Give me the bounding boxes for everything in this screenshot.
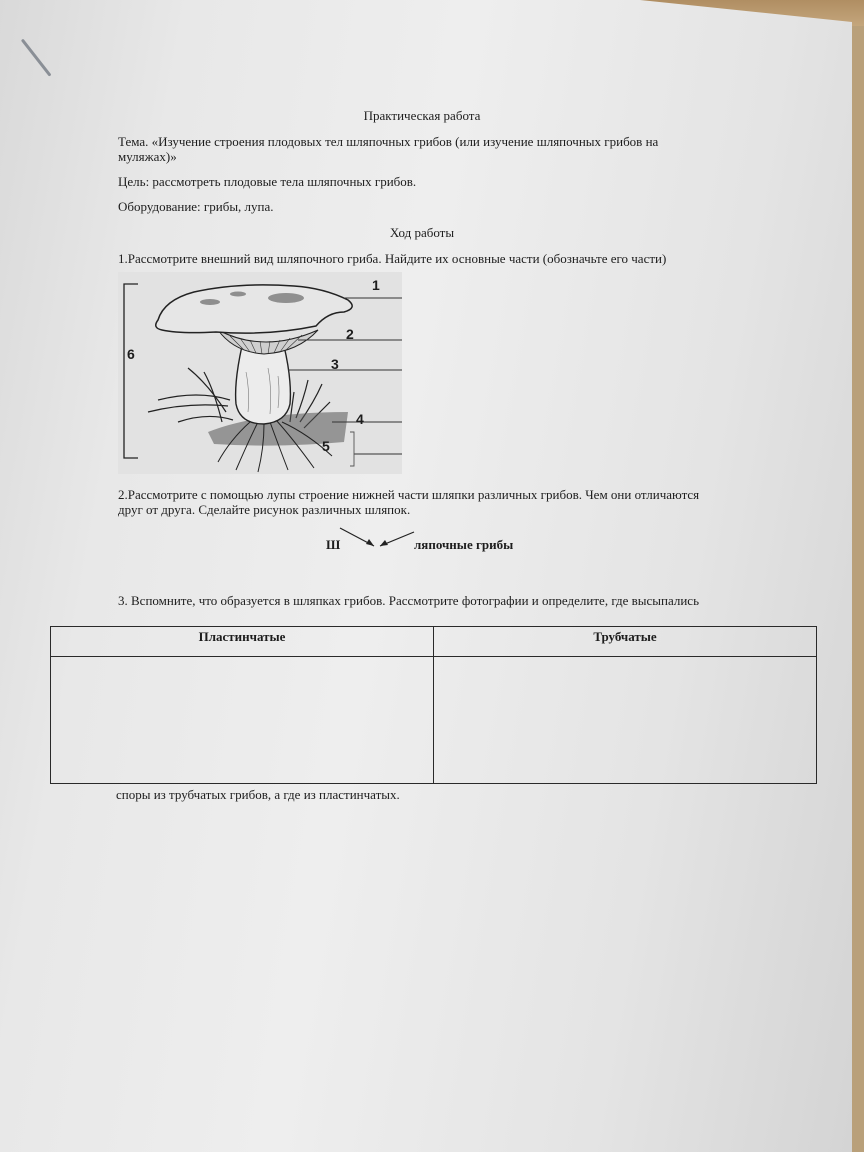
figure-label-2: 2 bbox=[346, 326, 354, 342]
figure-label-6: 6 bbox=[127, 346, 135, 362]
mushroom-figure bbox=[118, 272, 402, 474]
task-1-text: 1.Рассмотрите внешний вид шляпочного гриба. Найдите их основные части (обозначьте его части) bbox=[118, 251, 667, 266]
figure-label-4: 4 bbox=[356, 411, 364, 427]
figure-label-3: 3 bbox=[331, 356, 339, 372]
mushroom-illustration bbox=[118, 272, 402, 474]
table-header-tubular: Трубчатые bbox=[434, 627, 817, 657]
figure-label-5: 5 bbox=[322, 438, 330, 454]
scheme-left-text: Ш bbox=[326, 537, 341, 552]
equipment-text: Оборудование: грибы, лупа. bbox=[118, 199, 274, 214]
task-2-line-2: друг от друга. Сделайте рисунок различных шляпок. bbox=[118, 502, 411, 517]
figure-label-1: 1 bbox=[372, 277, 380, 293]
task-3-end-text: споры из трубчатых грибов, а где из пластинчатых. bbox=[116, 787, 400, 802]
table-cell-lamellar[interactable] bbox=[51, 657, 434, 784]
task-2-line-1: 2.Рассмотрите с помощью лупы строение нижней части шляпки различных грибов. Чем они отличаются bbox=[118, 487, 700, 502]
topic-line-1: Тема. «Изучение строения плодовых тел шляпочных грибов (или изучение шляпочных грибов на bbox=[118, 134, 659, 149]
scheme-arrows-icon bbox=[336, 524, 420, 552]
progress-heading: Ход работы bbox=[389, 225, 455, 240]
table-header-lamellar: Пластинчатые bbox=[51, 627, 434, 657]
goal-text: Цель: рассмотреть плодовые тела шляпочных грибов. bbox=[118, 174, 417, 189]
task-3-text: 3. Вспомните, что образуется в шляпках грибов. Рассмотрите фотографии и определите, где высыпались bbox=[118, 593, 699, 608]
document-title: Практическая работа bbox=[363, 108, 481, 123]
spore-table bbox=[50, 626, 817, 784]
scheme-right-text: ляпочные грибы bbox=[414, 537, 514, 552]
table-cell-tubular[interactable] bbox=[434, 657, 817, 784]
topic-line-2: муляжах)» bbox=[118, 149, 177, 164]
